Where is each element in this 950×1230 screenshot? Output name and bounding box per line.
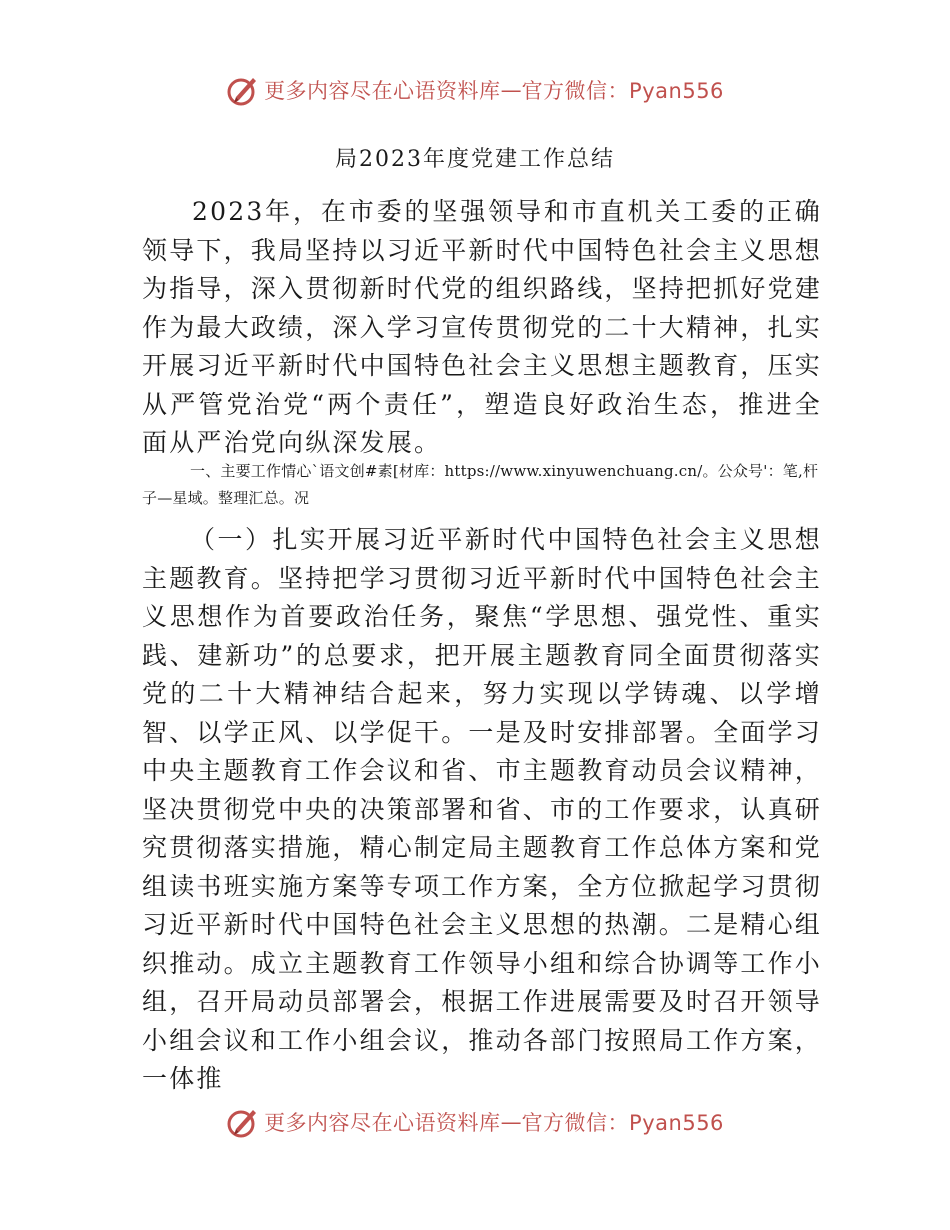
watermark-banner-top [0,70,950,110]
watermark-banner-bottom [0,1102,950,1142]
intro-paragraph: 2023年，在市委的坚强领导和市直机关工委的正确领导下，我局坚持以习近平新时代中国特色社会主义思想为指导，深入贯彻新时代党的组织路线，坚持把抓好党建作为最大政绩，深入学习宣传贯彻党的二十大精神，扎实开展习近平新时代中国特色社会主义思想主题教育，压实从严管党治党“两个责任”，塑造良好政治生态，推进全面从严治党向纵深发展。 [142,197,823,457]
watermark-contact: 官方微信：Pyan556 [521,1111,724,1135]
watermark-separator: — [500,78,522,102]
section-heading-note: 一、主要工作情心`语文创#素[材库：https://www.xinyuwenchuang.cn/。公众号'：笔,杆子—星域。整理汇总。况 [142,462,819,507]
watermark-separator: — [500,1110,522,1134]
section-one-paragraph: （一）扎实开展习近平新时代中国特色社会主义思想主题教育。坚持把学习贯彻习近平新时代中国特色社会主义思想作为首要政治任务，聚焦“学思想、强党性、重实践、建新功”的总要求，把开展主题教育同全面贯彻落实党的二十大精神结合起来，努力实现以学铸魂、以学增智、以学正风、以学促干。一是及时安排部署。全面学习中央主题教育工作会议和省、市主题教育动员会议精神，坚决贯彻党中央的决策部署和省、市的工作要求，认真研究贯彻落实措施，精心制定局主题教育工作总体方案和党组读书班实施方案等专项工作方案，全方位掀起学习贯彻习近平新时代中国特色社会主义思想的热潮。二是精心组织推动。成立主题教育工作领导小组和综合协调等工作小组，召开局动员部署会，根据工作进展需要及时召开领导小组会议和工作小组会议，推动各部门按照局工作方案，一体推 [142,525,823,1093]
watermark-text: 更多内容尽在心语资料库 [264,79,501,103]
quill-logo-icon [226,73,260,107]
quill-logo-icon [226,1105,260,1139]
watermark-contact: 官方微信：Pyan556 [521,79,724,103]
document-title: 局2023年度党建工作总结 [335,147,615,172]
watermark-text: 更多内容尽在心语资料库 [264,1111,501,1135]
